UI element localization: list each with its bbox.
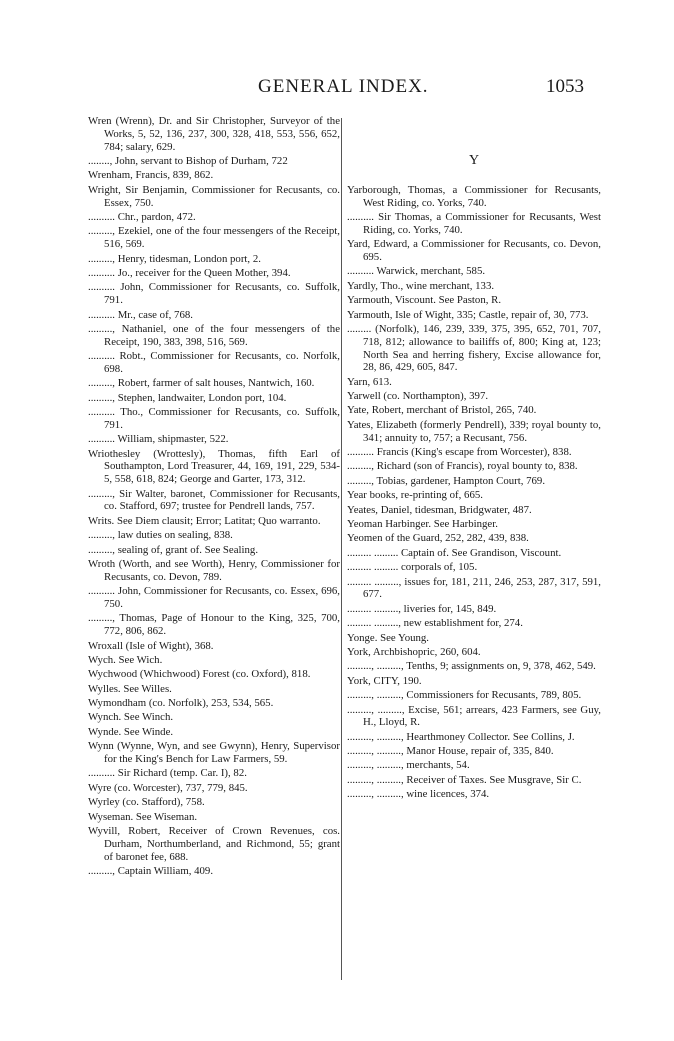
index-entry: Yates, Elizabeth (formerly Pendrell), 339; royal bounty to, 341; annuity to, 757; a Recusant, 756. [347, 418, 601, 444]
index-entry: Wyvill, Robert, Receiver of Crown Revenues, cos. Durham, Northumberland, and Richmond, 55; grant of baronet fee, 688. [88, 825, 340, 863]
index-entry: Wymondham (co. Norfolk), 253, 534, 565. [88, 697, 274, 710]
index-entry: Yard, Edward, a Commissioner for Recusants, co. Devon, 695. [347, 238, 601, 263]
index-entry: ........., Stephen, landwaiter, London port, 104. [88, 391, 287, 404]
index-entry: Yarwell (co. Northampton), 397. [347, 390, 489, 403]
index-entry: Wynn (Wynne, Wyn, and see Gwynn), Henry, Supervisor for the King's Bench for Law Farmers, 59. [88, 740, 340, 766]
index-entry: .......... William, shipmaster, 522. [88, 433, 229, 446]
index-entry: .......... Robt., Commissioner for Recusants, co. Norfolk, 698. [88, 350, 340, 375]
index-entry: Yonge. See Young. [347, 631, 429, 644]
index-entry: ........., Sir Walter, baronet, Commissioner for Recusants, co. Stafford, 697; trustee for Pendrell lands, 757. [88, 487, 340, 513]
index-entry: ......... (Norfolk), 146, 239, 339, 375, 395, 652, 701, 707, 718, 812; allowance to bailiffs of, 800; King at, 123; North Sea and herring fishery, Excise allowance for, 28, 86, 429, 605, 847. [347, 322, 601, 374]
index-entry: Yarn, 613. [347, 375, 392, 388]
index-entry: Yarborough, Thomas, a Commissioner for Recusants, West Riding, co. Yorks, 740. [347, 183, 601, 209]
index-entry: York, CITY, 190. [347, 674, 422, 687]
index-entry: Wroxall (Isle of Wight), 368. [88, 639, 214, 652]
index-entry: ........., Tobias, gardener, Hampton Court, 769. [347, 474, 546, 487]
index-entry: .......... Sir Thomas, a Commissioner for Recusants, West Riding, co. Yorks, 740. [347, 210, 601, 236]
index-entry: ........., ........., Manor House, repair of, 335, 840. [347, 745, 554, 758]
index-entry: ........., Nathaniel, one of the four messengers of the Receipt, 190, 383, 398, 516, 569. [88, 322, 340, 348]
index-entry: Wyrley (co. Stafford), 758. [88, 796, 205, 809]
index-entry: ........., ........., Excise, 561; arrears, 423 Farmers, see Guy, H., Lloyd, R. [347, 703, 601, 729]
index-entry: Wych. See Wich. [88, 653, 163, 666]
index-entry: .......... Mr., case of, 768. [88, 308, 193, 321]
index-entry: Wright, Sir Benjamin, Commissioner for Recusants, co. Essex, 750. [88, 183, 340, 209]
index-entry: Wynde. See Winde. [88, 725, 174, 738]
index-entry: ........, John, servant to Bishop of Durham, 722 [88, 154, 288, 167]
index-entry: Wroth (Worth, and see Worth), Henry, Commissioner for Recusants, co. Devon, 789. [88, 557, 340, 583]
index-entry: ........., sealing of, grant of. See Sealing. [88, 543, 259, 556]
index-entry: ......... ........., issues for, 181, 211, 246, 253, 287, 317, 591, 677. [347, 575, 601, 601]
index-entry: York, Archbishopric, 260, 604. [347, 645, 481, 658]
index-entry: ........., Thomas, Page of Honour to the King, 325, 700, 772, 806, 862. [88, 612, 340, 638]
index-entry: ........., Richard (son of Francis), royal bounty to, 838. [347, 460, 578, 473]
index-entry: Writs. See Diem clausit; Error; Latitat; Quo warranto. [88, 514, 321, 527]
index-entry: ........., ........., merchants, 54. [347, 759, 470, 772]
index-entry: Wychwood (Whichwood) Forest (co. Oxford), 818. [88, 668, 311, 681]
index-entry: ........., Robert, farmer of salt houses, Nantwich, 160. [88, 377, 315, 390]
right-index-column [347, 115, 601, 803]
index-entry: Wynch. See Winch. [88, 711, 174, 724]
page-number: 1053 [546, 76, 584, 97]
index-entry: .......... Francis (King's escape from Worcester), 838. [347, 446, 572, 459]
index-entry: ......... ........., liveries for, 145, 849. [347, 602, 497, 615]
index-entry: Yarmouth, Viscount. See Paston, R. [347, 294, 502, 307]
index-entry: ......... ......... corporals of, 105. [347, 561, 478, 574]
index-entry: .......... John, Commissioner for Recusants, co. Essex, 696, 750. [88, 585, 340, 610]
index-entry: .......... Tho., Commissioner for Recusants, co. Suffolk, 791. [88, 406, 340, 431]
index-entry: Wrenham, Francis, 839, 862. [88, 169, 214, 182]
index-entry: ........., ........., Hearthmoney Collector. See Collins, J. [347, 730, 575, 743]
index-entry: Yardly, Tho., wine merchant, 133. [347, 279, 495, 292]
index-entry: Yarmouth, Isle of Wight, 335; Castle, repair of, 30, 773. [347, 308, 589, 321]
index-entry: Wyseman. See Wiseman. [88, 810, 198, 823]
index-entry: ........., ........., wine licences, 374. [347, 788, 490, 801]
index-entry: Wren (Wrenn), Dr. and Sir Christopher, Surveyor of the Works, 5, 52, 136, 237, 300, 328, 418, 553, 556, 652, 784; salary, 629. [88, 115, 340, 153]
index-entry: Yeomen of the Guard, 252, 282, 439, 838. [347, 532, 529, 545]
index-entry: .......... Warwick, merchant, 585. [347, 265, 486, 278]
index-entry: ........., ........., Tenths, 9; assignments on, 9, 378, 462, 549. [347, 660, 596, 673]
index-entry: ......... ........., new establishment for, 274. [347, 617, 523, 630]
index-entry: Yeoman Harbinger. See Harbinger. [347, 518, 498, 531]
index-entry: Year books, re-printing of, 665. [347, 489, 483, 502]
index-entry: .......... Jo., receiver for the Queen Mother, 394. [88, 266, 291, 279]
index-entry: Wyre (co. Worcester), 737, 779, 845. [88, 781, 248, 794]
index-entry: Wylles. See Willes. [88, 682, 172, 695]
index-entry: ........., Captain William, 409. [88, 865, 214, 877]
index-entry: .......... John, Commissioner for Recusants, co. Suffolk, 791. [88, 281, 340, 307]
index-entry: .......... Chr., pardon, 472. [88, 210, 196, 223]
index-entry: Yate, Robert, merchant of Bristol, 265, 740. [347, 404, 537, 417]
running-title: GENERAL INDEX. [258, 76, 429, 97]
left-index-column [88, 115, 340, 879]
index-entry: Yeates, Daniel, tidesman, Bridgwater, 487. [347, 503, 532, 516]
index-entry: ........., ........., Receiver of Taxes. See Musgrave, Sir C. [347, 773, 582, 786]
index-entry: ......... ......... Captain of. See Grandison, Viscount. [347, 546, 562, 559]
index-entry: ........., Ezekiel, one of the four messengers of the Receipt, 516, 569. [88, 225, 340, 251]
page-header [0, 62, 674, 97]
index-entry: ........., ........., Commissioners for Recusants, 789, 805. [347, 689, 582, 702]
index-entry: Wriothesley (Wrottesly), Thomas, fifth Earl of Southampton, Lord Treasurer, 44, 169, 191, 229, 534-5, 558, 618, 824; George and Garter, 173, 312. [88, 447, 340, 486]
section-letter: Y [468, 153, 480, 168]
index-entry: .......... Sir Richard (temp. Car. I), 82. [88, 767, 247, 780]
column-divider [341, 118, 342, 980]
index-entry: ........., law duties on sealing, 838. [88, 529, 233, 542]
index-entry: ........., Henry, tidesman, London port, 2. [88, 252, 261, 265]
